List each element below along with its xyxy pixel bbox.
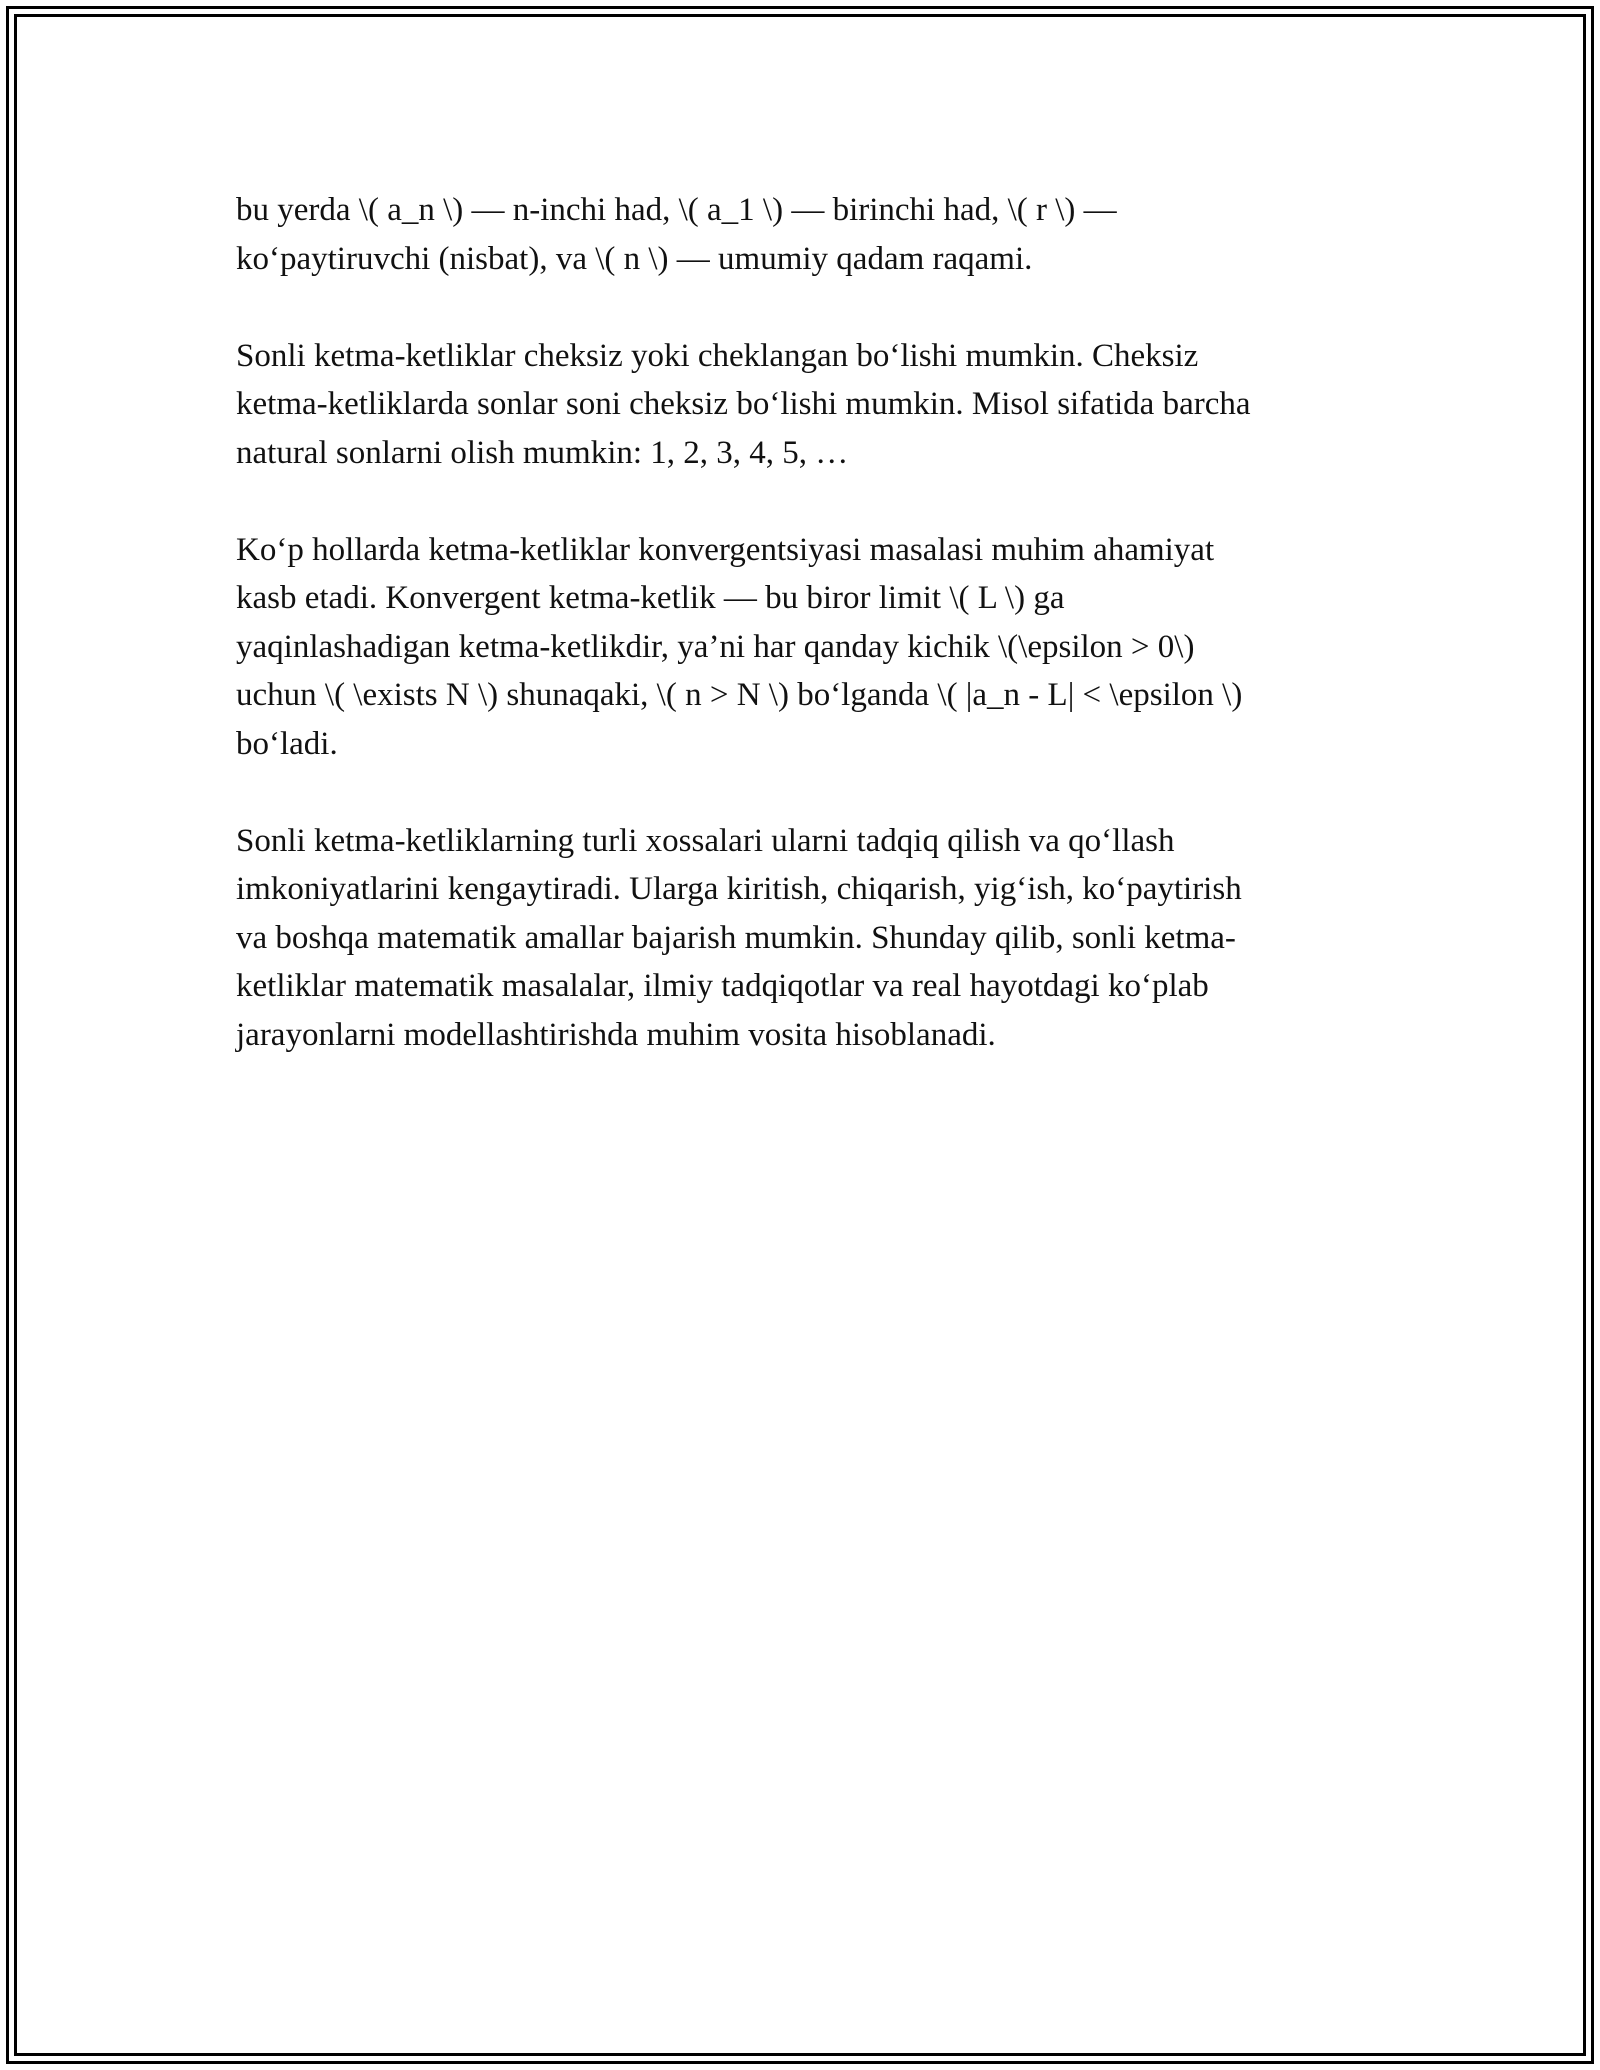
text-line: Sonli ketma-ketliklarning turli xossalari ularni tadqiq qilish va qo‘llash: [236, 822, 1175, 859]
text-line: kasb etadi. Konvergent ketma-ketlik — bu biror limit \( L \) ga: [236, 580, 1065, 616]
text-line: imkoniyatlarini kengaytiradi. Ularga kiritish, chiqarish, yig‘ish, ko‘paytirish: [236, 871, 1242, 907]
text-line: natural sonlarni olish mumkin: 1, 2, 3, 4, 5, …: [236, 434, 849, 471]
text-line: bo‘ladi.: [236, 725, 338, 762]
paragraph-infinite-sequences: [236, 332, 1381, 478]
text-line: jarayonlarni modellashtirishda muhim vosita hisoblanadi.: [236, 1016, 996, 1053]
text-line: Ko‘p hollarda ketma-ketliklar konvergentsiyasi masalasi muhim ahamiyat: [236, 531, 1215, 568]
text-line: ko‘paytiruvchi (nisbat), va \( n \) — umumiy qadam raqami.: [236, 240, 1033, 277]
text-line: ketma-ketliklarda sonlar soni cheksiz bo‘lishi mumkin. Misol sifatida barcha: [236, 386, 1251, 422]
paragraph-definitions: [236, 186, 1381, 283]
paragraph-properties: [236, 817, 1381, 1060]
document-body: [236, 186, 1381, 1108]
text-line: yaqinlashadigan ketma-ketlikdir, ya’ni har qanday kichik \(\epsilon > 0\): [236, 628, 1195, 665]
text-line: bu yerda \( a_n \) — n-inchi had, \( a_1 \) — birinchi had, \( r \) —: [236, 192, 1117, 228]
text-line: va boshqa matematik amallar bajarish mumkin. Shunday qilib, sonli ketma-: [236, 919, 1236, 956]
text-line: uchun \( \exists N \) shunaqaki, \( n > N \) bo‘lganda \( |a_n - L| < \epsilon \): [236, 677, 1243, 713]
text-line: ketliklar matematik masalalar, ilmiy tadqiqotlar va real hayotdagi ko‘plab: [236, 968, 1209, 1004]
paragraph-convergence: [236, 526, 1381, 769]
text-line: Sonli ketma-ketliklar cheksiz yoki cheklangan bo‘lishi mumkin. Cheksiz: [236, 337, 1199, 374]
